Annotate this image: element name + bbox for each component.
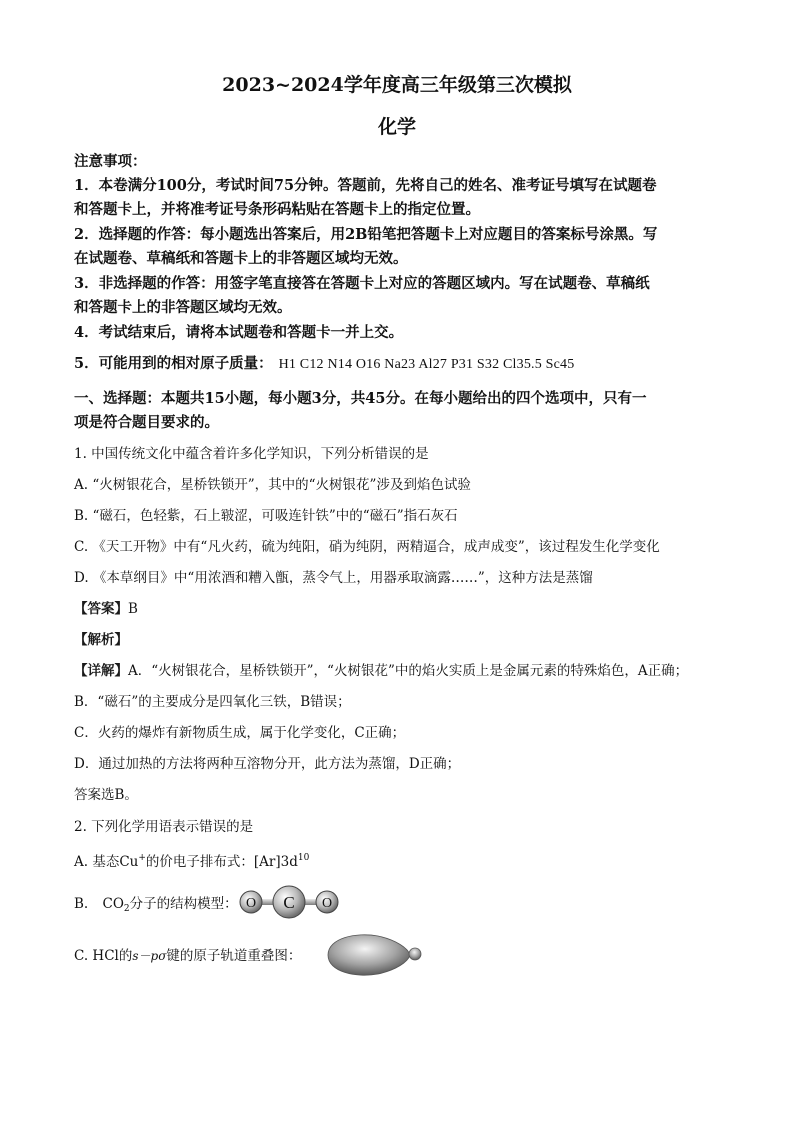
q1-stem: 1. 中国传统文化中蕴含着许多化学知识，下列分析错误的是 bbox=[74, 446, 429, 462]
q2-a-config: 的价电子排布式：[Ar]3d bbox=[145, 854, 298, 870]
q2-a-charge: + bbox=[138, 853, 146, 863]
section-1-line-2: 项是符合题目要求的。 bbox=[74, 414, 219, 431]
note-3-line-2: 和答题卡上的非答题区域均无效。 bbox=[74, 299, 292, 316]
orbital-overlap-diagram bbox=[326, 930, 426, 980]
q1-answer bbox=[74, 597, 138, 617]
q1-option-d: D. 《本草纲目》中“用浓酒和糟入甑，蒸令气上，用器承取滴露……”，这种方法是蒸馏 bbox=[74, 570, 593, 586]
q1-detail-b: B．“磁石”的主要成分是四氧化三铁，B错误； bbox=[74, 694, 351, 710]
notes-heading: 注意事项： bbox=[74, 153, 147, 170]
note-5 bbox=[74, 352, 574, 373]
section-1-line-1: 一、选择题：本题共15小题，每小题3分，共45分。在每小题给出的四个选项中，只有一 bbox=[74, 390, 647, 407]
q1-detail-d: D．通过加热的方法将两种互溶物分开，此方法为蒸馏，D正确； bbox=[74, 756, 461, 772]
q2-stem: 2. 下列化学用语表示错误的是 bbox=[74, 819, 254, 835]
q1-option-c: C. 《天工开物》中有“凡火药，硫为纯阳，硝为纯阴，两精逼合，成声成变”，该过程发生化学变化 bbox=[74, 539, 660, 555]
co2-ball-model bbox=[236, 884, 346, 920]
note-5-label: 5．可能用到的相对原子质量： bbox=[74, 355, 273, 372]
note-2-line-1: 2．选择题的作答：每小题选出答案后，用2B铅笔把答题卡上对应题目的答案标号涂黑。写 bbox=[74, 226, 658, 243]
q2-option-c bbox=[74, 944, 301, 964]
detail-label: 【详解】 bbox=[74, 663, 128, 679]
q1-detail-a bbox=[74, 659, 688, 679]
detail-a-text: A．“火树银花合，星桥铁锁开”，“火树银花”中的焰火实质上是金属元素的特殊焰色，A正确； bbox=[128, 663, 689, 679]
q2-c-bond-type: s－pσ bbox=[132, 949, 167, 963]
q2-b-subscript: 2 bbox=[123, 904, 130, 914]
note-1-line-1: 1．本卷满分100分，考试时间75分钟。答题前，先将自己的姓名、准考证号填写在试题卷 bbox=[74, 177, 657, 194]
p-orbital-lobe bbox=[328, 935, 410, 975]
q2-c-prefix: C. HCl的 bbox=[74, 948, 133, 964]
q1-option-a: A. “火树银花合，星桥铁锁开”，其中的“火树银花”涉及到焰色试验 bbox=[74, 477, 471, 493]
atom-label-o-left: O bbox=[245, 896, 257, 911]
q2-c-suffix: 键的原子轨道重叠图： bbox=[166, 948, 302, 964]
q2-option-b bbox=[74, 892, 238, 914]
note-2-line-2: 在试题卷、草稿纸和答题卡上的非答题区域均无效。 bbox=[74, 250, 408, 267]
q1-option-b: B. “磁石，色轻紫，石上皲涩，可吸连针铁”中的“磁石”指石灰石 bbox=[74, 508, 458, 524]
s-orbital bbox=[409, 948, 421, 960]
q1-conclusion: 答案选B。 bbox=[74, 787, 138, 803]
q2-a-exponent: 10 bbox=[297, 853, 310, 863]
note-1-line-2: 和答题卡上，并将准考证号条形码粘贴在答题卡上的指定位置。 bbox=[74, 201, 480, 218]
q2-a-prefix: A. 基态Cu bbox=[74, 854, 139, 870]
exam-title: 2023~2024学年度高三年级第三次模拟 bbox=[222, 74, 572, 96]
atom-label-c: C bbox=[283, 893, 295, 912]
q1-analysis-label: 【解析】 bbox=[74, 632, 128, 648]
answer-label: 【答案】 bbox=[74, 601, 128, 617]
note-4: 4．考试结束后，请将本试题卷和答题卡一并上交。 bbox=[74, 324, 404, 341]
q2-b-formula: CO bbox=[102, 896, 124, 912]
atom-label-o-right: O bbox=[321, 896, 333, 911]
atomic-masses: H1 C12 N14 O16 Na23 Al27 P31 S32 Cl35.5 Sc45 bbox=[278, 357, 575, 372]
subject-title: 化学 bbox=[377, 116, 416, 138]
q2-b-prefix: B. bbox=[74, 896, 89, 912]
note-3-line-1: 3．非选择题的作答：用签字笔直接答在答题卡上对应的答题区域内。写在试题卷、草稿纸 bbox=[74, 275, 650, 292]
q2-option-a bbox=[74, 850, 309, 870]
q1-detail-c: C．火药的爆炸有新物质生成，属于化学变化，C正确； bbox=[74, 725, 406, 741]
q2-b-suffix: 分子的结构模型： bbox=[129, 896, 238, 912]
answer-value: B bbox=[128, 601, 138, 617]
